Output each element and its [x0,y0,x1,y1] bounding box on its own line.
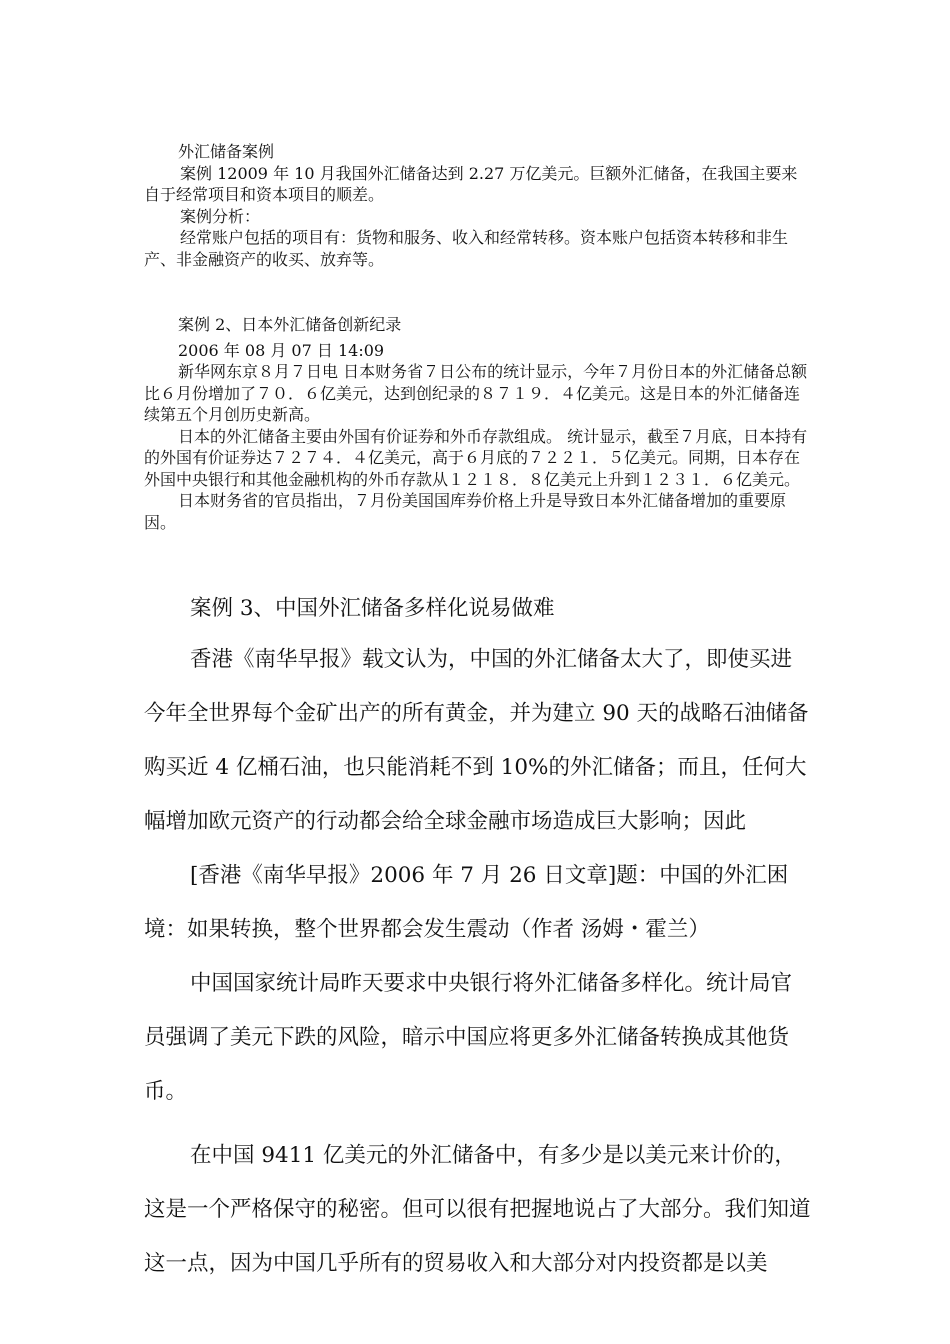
section-3-paragraph-2: [香港《南华早报》2006 年 7 月 26 日文章]题：中国的外汇困境：如果转换，整个世界都会发生震动（作者 汤姆・霍兰） [144,863,789,942]
section-2-paragraph-3: 日本财务省的官员指出，７月份美国国库券价格上升是导致日本外汇储备增加的重要原因。 [144,491,787,532]
section-2-paragraph-2: 日本的外汇储备主要由外国有价证券和外币存款组成。 统计显示，截至７月底，日本持有的外国有价证券达７２７４．４亿美元，高于６月底的７２２１．５亿美元。同期，日本存在外国中央银行和其他金融机构的外币存款从１２１８．８亿美元上升到１２３１．６亿美元。 [144,426,808,489]
analysis-text: 经常账户包括的项目有：货物和服务、收入和经常转移。资本账户包括资本转移和非生产、非金融资产的收买、放弃等。 [144,228,789,269]
section-3-title: 案例 3、中国外汇储备多样化说易做难 [190,596,555,621]
section-2-paragraph-1: 新华网东京８月７日电 日本财务省７日公布的统计显示，今年７月份日本的外汇储备总额比６月份增加了７０．６亿美元，达到创纪录的８７１９．４亿美元。这是日本的外汇储备连续第五个月创历史新高。 [144,362,808,424]
analysis-label: 案例分析： [180,206,261,226]
section-1-title: 外汇储备案例 [178,142,275,161]
section-3-paragraph-3: 中国国家统计局昨天要求中央银行将外汇储备多样化。统计局官员强调了美元下跌的风险，暗示中国应将更多外汇储备转换成其他货币。 [144,971,793,1104]
section-2-title: 案例 2、日本外汇储备创新纪录 [178,315,402,334]
section-2 [144,314,812,533]
case-1-text: 案例 12009 年 10 月我国外汇储备达到 2.27 万亿美元。巨额外汇储备，在我国主要来自于经常项目和资本项目的顺差。 [144,163,798,204]
publish-datetime: 2006 年 08 月 07 日 14:09 [178,340,385,360]
section-3-paragraph-4: 在中国 9411 亿美元的外汇储备中，有多少是以美元来计价的，这是一个严格保守的秘密。但可以很有把握地说占了大部分。我们知道这一点，因为中国几乎所有的贸易收入和大部分对内投资都是以美 [144,1143,811,1276]
section-3-paragraph-1: 香港《南华早报》载文认为，中国的外汇储备太大了，即使买进今年全世界每个金矿出产的所有黄金，并为建立 90 天的战略石油储备购买近 4 亿桶石油，也只能消耗不到 10%的外汇储备；而且，任何大幅增加欧元资产的行动都会给全球金融市场造成巨大影响；因此 [144,647,809,834]
section-1 [144,141,812,270]
section-3 [144,585,812,1291]
